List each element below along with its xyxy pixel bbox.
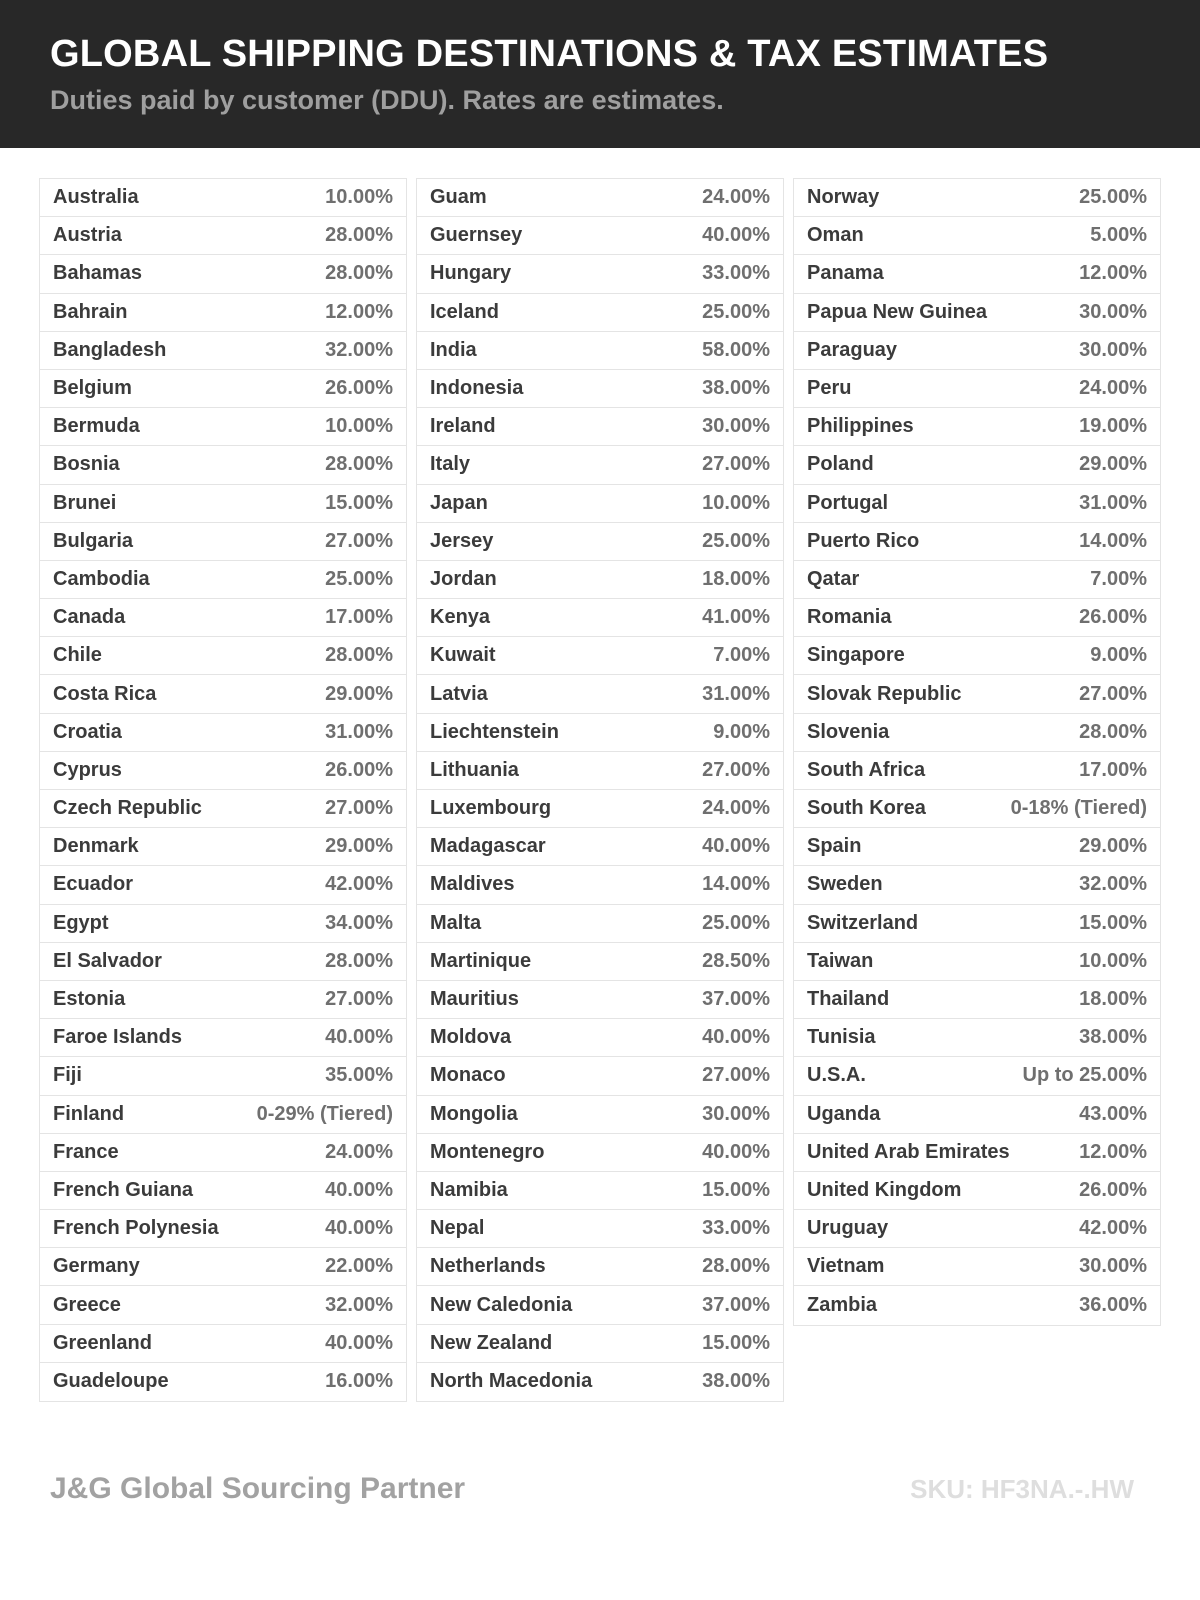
- country-name: Chile: [53, 644, 102, 667]
- country-name: India: [430, 338, 477, 361]
- country-name: United Kingdom: [807, 1178, 962, 1201]
- tax-rate: 42.00%: [1079, 1217, 1147, 1240]
- country-name: Taiwan: [807, 949, 874, 972]
- table-row: [40, 179, 406, 217]
- country-name: Bangladesh: [53, 338, 167, 361]
- table-row: [40, 790, 406, 828]
- table-row: [40, 1210, 406, 1248]
- table-row: [417, 675, 783, 713]
- tax-rate: 25.00%: [325, 567, 393, 590]
- table-row: [794, 866, 1160, 904]
- country-name: Norway: [807, 186, 880, 209]
- country-name: Jersey: [430, 529, 494, 552]
- table-row: [417, 255, 783, 293]
- table-row: [40, 1286, 406, 1324]
- country-name: Japan: [430, 491, 488, 514]
- table-row: [417, 828, 783, 866]
- tax-rate: 58.00%: [702, 338, 770, 361]
- country-name: New Caledonia: [430, 1293, 573, 1316]
- country-name: Namibia: [430, 1178, 508, 1201]
- table-row: [417, 294, 783, 332]
- tax-rate: 38.00%: [1079, 1026, 1147, 1049]
- table-row: [417, 1096, 783, 1134]
- country-name: Cyprus: [53, 758, 122, 781]
- country-name: Paraguay: [807, 338, 898, 361]
- tax-rate: 24.00%: [1079, 377, 1147, 400]
- country-name: Romania: [807, 606, 892, 629]
- table-row: [794, 637, 1160, 675]
- country-name: Denmark: [53, 835, 139, 858]
- tax-rate: 10.00%: [325, 186, 393, 209]
- tax-rate: 38.00%: [702, 1370, 770, 1393]
- table-row: [40, 1057, 406, 1095]
- tax-rate: 32.00%: [325, 338, 393, 361]
- country-name: Croatia: [53, 720, 122, 743]
- table-row: [794, 1286, 1160, 1324]
- table-row: [794, 179, 1160, 217]
- tax-rate: 30.00%: [1079, 1255, 1147, 1278]
- tax-rate: 40.00%: [325, 1217, 393, 1240]
- tax-rate: 37.00%: [702, 988, 770, 1011]
- table-row: [40, 675, 406, 713]
- table-row: [794, 523, 1160, 561]
- tax-rate: 28.00%: [1079, 720, 1147, 743]
- table-row: [417, 1325, 783, 1363]
- table-row: [417, 1019, 783, 1057]
- country-name: Mongolia: [430, 1102, 518, 1125]
- country-name: Puerto Rico: [807, 529, 920, 552]
- table-row: [417, 866, 783, 904]
- table-row: [417, 981, 783, 1019]
- country-name: Slovenia: [807, 720, 890, 743]
- table-row: [417, 408, 783, 446]
- country-name: El Salvador: [53, 949, 162, 972]
- country-name: Nepal: [430, 1217, 485, 1240]
- country-name: Fiji: [53, 1064, 82, 1087]
- tax-rate: 22.00%: [325, 1255, 393, 1278]
- table-row: [794, 217, 1160, 255]
- country-name: Latvia: [430, 682, 488, 705]
- country-name: Luxembourg: [430, 797, 552, 820]
- tax-rate: 7.00%: [713, 644, 770, 667]
- country-name: Ecuador: [53, 873, 134, 896]
- country-name: Costa Rica: [53, 682, 157, 705]
- tax-rate: 15.00%: [702, 1331, 770, 1354]
- tax-rate: 35.00%: [325, 1064, 393, 1087]
- table-row: [794, 1019, 1160, 1057]
- country-name: Panama: [807, 262, 884, 285]
- country-name: Bulgaria: [53, 529, 134, 552]
- sku-label: SKU: HF3NA.-.HW: [910, 1474, 1134, 1504]
- table-row: [794, 485, 1160, 523]
- tax-rate: 27.00%: [325, 529, 393, 552]
- tax-rate: 40.00%: [325, 1026, 393, 1049]
- country-name: Netherlands: [430, 1255, 546, 1278]
- country-name: Thailand: [807, 988, 890, 1011]
- tax-rate: 28.00%: [325, 262, 393, 285]
- table-row: [794, 1172, 1160, 1210]
- brand-name: J&G Global Sourcing Partner: [50, 1472, 466, 1505]
- table-row: [417, 485, 783, 523]
- tax-rate: 7.00%: [1090, 567, 1147, 590]
- table-row: [794, 943, 1160, 981]
- tax-rate: 31.00%: [1079, 491, 1147, 514]
- tax-rate: 30.00%: [1079, 300, 1147, 323]
- country-name: Qatar: [807, 567, 860, 590]
- tax-rate: 27.00%: [325, 797, 393, 820]
- tax-rate: 0-29% (Tiered): [256, 1102, 393, 1125]
- table-row: [417, 943, 783, 981]
- tax-rate: 40.00%: [702, 835, 770, 858]
- table-row: [40, 294, 406, 332]
- tax-rate: 28.00%: [325, 453, 393, 476]
- country-name: French Polynesia: [53, 1217, 219, 1240]
- table-row: [40, 866, 406, 904]
- table-row: [40, 1096, 406, 1134]
- country-name: Moldova: [430, 1026, 512, 1049]
- tax-rate: 12.00%: [1079, 262, 1147, 285]
- tax-rate: 29.00%: [325, 835, 393, 858]
- country-name: Guernsey: [430, 224, 523, 247]
- country-name: South Korea: [807, 797, 926, 820]
- table-row: [794, 370, 1160, 408]
- table-row: [40, 1248, 406, 1286]
- table-row: [417, 370, 783, 408]
- country-name: Malta: [430, 911, 482, 934]
- tax-rate: 15.00%: [702, 1178, 770, 1201]
- tax-rate: 10.00%: [1079, 949, 1147, 972]
- table-row: [794, 332, 1160, 370]
- country-name: Bosnia: [53, 453, 120, 476]
- table-row: [40, 1172, 406, 1210]
- rate-column: [416, 178, 784, 1402]
- page-subtitle: Duties paid by customer (DDU). Rates are estimates.: [50, 84, 724, 115]
- table-row: [40, 1134, 406, 1172]
- table-row: [794, 408, 1160, 446]
- tax-rate: 12.00%: [325, 300, 393, 323]
- tax-rate: Up to 25.00%: [1022, 1064, 1147, 1087]
- country-name: Belgium: [53, 377, 132, 400]
- country-name: Australia: [53, 186, 139, 209]
- table-row: [417, 523, 783, 561]
- table-row: [417, 790, 783, 828]
- tax-rate: 27.00%: [1079, 682, 1147, 705]
- country-name: Germany: [53, 1255, 140, 1278]
- country-name: Italy: [430, 453, 471, 476]
- tax-rate: 38.00%: [702, 377, 770, 400]
- country-name: Egypt: [53, 911, 109, 934]
- tax-rate: 10.00%: [702, 491, 770, 514]
- table-row: [40, 714, 406, 752]
- tax-rate: 27.00%: [702, 1064, 770, 1087]
- tax-rate: 31.00%: [325, 720, 393, 743]
- country-name: Hungary: [430, 262, 512, 285]
- country-name: U.S.A.: [807, 1064, 866, 1087]
- tax-rate: 26.00%: [1079, 606, 1147, 629]
- country-name: Faroe Islands: [53, 1026, 182, 1049]
- rate-column: [39, 178, 407, 1402]
- country-name: Mauritius: [430, 988, 519, 1011]
- rate-column: [793, 178, 1161, 1326]
- table-row: [40, 828, 406, 866]
- country-name: Bahrain: [53, 300, 128, 323]
- table-row: [794, 255, 1160, 293]
- country-name: North Macedonia: [430, 1370, 593, 1393]
- tax-rate: 19.00%: [1079, 415, 1147, 438]
- country-name: Guam: [430, 186, 487, 209]
- table-row: [40, 370, 406, 408]
- tax-rate: 30.00%: [702, 415, 770, 438]
- table-row: [40, 217, 406, 255]
- table-row: [417, 1134, 783, 1172]
- country-name: Indonesia: [430, 377, 524, 400]
- country-name: Poland: [807, 453, 874, 476]
- table-row: [40, 1325, 406, 1363]
- country-name: Zambia: [807, 1294, 878, 1317]
- country-name: Sweden: [807, 873, 883, 896]
- tax-rate: 32.00%: [325, 1293, 393, 1316]
- country-name: Monaco: [430, 1064, 506, 1087]
- tax-rate: 43.00%: [1079, 1102, 1147, 1125]
- tax-rate: 29.00%: [325, 682, 393, 705]
- table-row: [417, 217, 783, 255]
- tax-rate: 9.00%: [1090, 644, 1147, 667]
- table-row: [40, 1363, 406, 1401]
- tax-rate: 40.00%: [702, 1026, 770, 1049]
- table-row: [794, 1210, 1160, 1248]
- tax-rate: 25.00%: [702, 529, 770, 552]
- table-row: [794, 446, 1160, 484]
- country-name: Oman: [807, 224, 864, 247]
- country-name: Montenegro: [430, 1140, 545, 1163]
- tax-rate: 29.00%: [1079, 835, 1147, 858]
- tax-rate: 5.00%: [1090, 224, 1147, 247]
- tax-rate: 14.00%: [1079, 529, 1147, 552]
- tax-rate: 18.00%: [702, 567, 770, 590]
- table-row: [417, 752, 783, 790]
- tax-rate: 29.00%: [1079, 453, 1147, 476]
- tax-rate: 30.00%: [702, 1102, 770, 1125]
- tax-rate: 28.00%: [325, 644, 393, 667]
- country-name: Tunisia: [807, 1026, 876, 1049]
- country-name: Philippines: [807, 415, 914, 438]
- tax-rate: 42.00%: [325, 873, 393, 896]
- tax-rate: 40.00%: [325, 1178, 393, 1201]
- table-row: [794, 1134, 1160, 1172]
- tax-rate: 16.00%: [325, 1370, 393, 1393]
- table-row: [40, 1019, 406, 1057]
- rates-table: [39, 178, 1161, 1402]
- table-row: [794, 828, 1160, 866]
- country-name: Slovak Republic: [807, 682, 962, 705]
- table-row: [417, 332, 783, 370]
- tax-rate: 14.00%: [702, 873, 770, 896]
- country-name: Liechtenstein: [430, 720, 559, 743]
- table-row: [417, 1248, 783, 1286]
- tax-rate: 27.00%: [702, 453, 770, 476]
- table-row: [40, 599, 406, 637]
- country-name: Madagascar: [430, 835, 546, 858]
- table-row: [794, 1096, 1160, 1134]
- tax-rate: 24.00%: [325, 1140, 393, 1163]
- table-row: [40, 561, 406, 599]
- tax-rate: 25.00%: [702, 911, 770, 934]
- tax-rate: 28.00%: [325, 224, 393, 247]
- country-name: France: [53, 1140, 119, 1163]
- country-name: Uganda: [807, 1102, 881, 1125]
- tax-rate: 36.00%: [1079, 1294, 1147, 1317]
- country-name: Finland: [53, 1102, 125, 1125]
- tax-rate: 33.00%: [702, 1217, 770, 1240]
- country-name: Lithuania: [430, 758, 519, 781]
- table-row: [794, 1057, 1160, 1095]
- tax-rate: 37.00%: [702, 1293, 770, 1316]
- tax-rate: 24.00%: [702, 186, 770, 209]
- page-title: GLOBAL SHIPPING DESTINATIONS & TAX ESTIMATES: [50, 32, 1049, 75]
- table-row: [40, 523, 406, 561]
- tax-rate: 27.00%: [702, 758, 770, 781]
- tax-rate: 40.00%: [702, 1140, 770, 1163]
- table-row: [40, 905, 406, 943]
- table-row: [40, 408, 406, 446]
- tax-rate: 30.00%: [1079, 338, 1147, 361]
- tax-rate: 26.00%: [325, 758, 393, 781]
- table-row: [417, 446, 783, 484]
- country-name: Jordan: [430, 567, 497, 590]
- tax-rate: 17.00%: [1079, 758, 1147, 781]
- table-row: [794, 561, 1160, 599]
- table-row: [417, 561, 783, 599]
- table-row: [417, 1172, 783, 1210]
- table-row: [40, 981, 406, 1019]
- page-header: [0, 0, 1200, 148]
- tax-rate: 25.00%: [702, 300, 770, 323]
- tax-rate: 33.00%: [702, 262, 770, 285]
- table-row: [794, 599, 1160, 637]
- table-row: [794, 905, 1160, 943]
- tax-rate: 24.00%: [702, 797, 770, 820]
- table-row: [794, 1248, 1160, 1286]
- table-row: [794, 714, 1160, 752]
- tax-rate: 28.50%: [702, 949, 770, 972]
- table-row: [417, 1057, 783, 1095]
- tax-rate: 15.00%: [325, 491, 393, 514]
- tax-rate: 40.00%: [325, 1331, 393, 1354]
- country-name: Vietnam: [807, 1255, 885, 1278]
- tax-rate: 28.00%: [702, 1255, 770, 1278]
- tax-rate: 9.00%: [713, 720, 770, 743]
- country-name: New Zealand: [430, 1331, 553, 1354]
- table-row: [794, 294, 1160, 332]
- table-row: [417, 179, 783, 217]
- table-row: [40, 446, 406, 484]
- country-name: Austria: [53, 224, 122, 247]
- table-row: [794, 675, 1160, 713]
- table-row: [794, 790, 1160, 828]
- table-row: [417, 1286, 783, 1324]
- tax-rate: 31.00%: [702, 682, 770, 705]
- table-row: [40, 485, 406, 523]
- table-row: [794, 981, 1160, 1019]
- country-name: Maldives: [430, 873, 515, 896]
- tax-rate: 25.00%: [1079, 186, 1147, 209]
- country-name: Iceland: [430, 300, 499, 323]
- country-name: French Guiana: [53, 1178, 194, 1201]
- country-name: Uruguay: [807, 1217, 889, 1240]
- country-name: Singapore: [807, 644, 905, 667]
- country-name: Martinique: [430, 949, 532, 972]
- tax-rate: 15.00%: [1079, 911, 1147, 934]
- table-row: [417, 905, 783, 943]
- country-name: Switzerland: [807, 911, 919, 934]
- table-row: [40, 637, 406, 675]
- tax-rate: 26.00%: [325, 377, 393, 400]
- tax-rate: 10.00%: [325, 415, 393, 438]
- tax-rate: 12.00%: [1079, 1140, 1147, 1163]
- country-name: Portugal: [807, 491, 889, 514]
- country-name: Brunei: [53, 491, 117, 514]
- tax-rate: 26.00%: [1079, 1178, 1147, 1201]
- country-name: United Arab Emirates: [807, 1140, 1010, 1163]
- tax-rate: 40.00%: [702, 224, 770, 247]
- country-name: Bahamas: [53, 262, 142, 285]
- country-name: Bermuda: [53, 415, 140, 438]
- table-row: [417, 1210, 783, 1248]
- country-name: Greenland: [53, 1331, 152, 1354]
- tax-rate: 17.00%: [325, 606, 393, 629]
- tax-rate: 32.00%: [1079, 873, 1147, 896]
- table-row: [40, 255, 406, 293]
- table-row: [40, 943, 406, 981]
- country-name: Kenya: [430, 606, 491, 629]
- country-name: Kuwait: [430, 644, 496, 667]
- table-row: [417, 1363, 783, 1401]
- country-name: Guadeloupe: [53, 1370, 169, 1393]
- tax-rate: 41.00%: [702, 606, 770, 629]
- tax-rate: 18.00%: [1079, 988, 1147, 1011]
- country-name: Ireland: [430, 415, 496, 438]
- table-row: [417, 637, 783, 675]
- country-name: Spain: [807, 835, 862, 858]
- table-row: [794, 752, 1160, 790]
- country-name: South Africa: [807, 758, 926, 781]
- country-name: Canada: [53, 606, 126, 629]
- country-name: Papua New Guinea: [807, 300, 988, 323]
- tax-rate: 27.00%: [325, 988, 393, 1011]
- tax-rate: 28.00%: [325, 949, 393, 972]
- tax-rate: 0-18% (Tiered): [1010, 797, 1147, 820]
- page-footer: [0, 1472, 1200, 1506]
- table-row: [417, 599, 783, 637]
- country-name: Estonia: [53, 988, 126, 1011]
- table-row: [40, 752, 406, 790]
- table-row: [40, 332, 406, 370]
- country-name: Czech Republic: [53, 797, 202, 820]
- table-row: [417, 714, 783, 752]
- country-name: Cambodia: [53, 567, 150, 590]
- tax-rate: 34.00%: [325, 911, 393, 934]
- country-name: Greece: [53, 1293, 121, 1316]
- country-name: Peru: [807, 377, 852, 400]
